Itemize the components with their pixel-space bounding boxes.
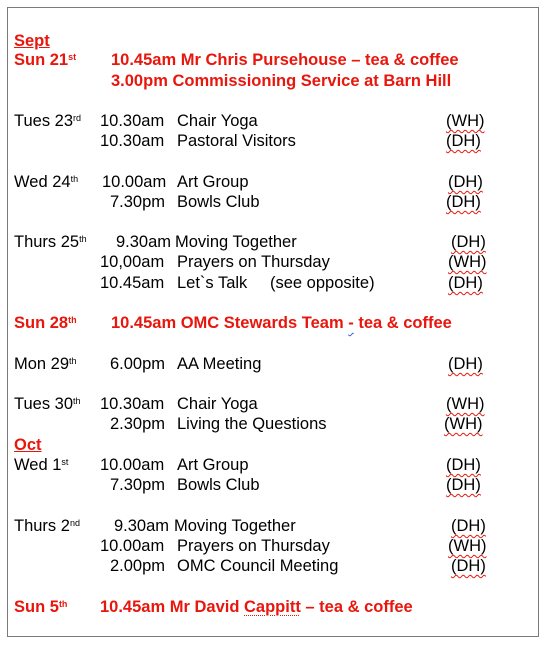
day-thurs-25: Thurs 25th — [14, 233, 87, 251]
wed-24-event-1: Art Group — [177, 173, 249, 191]
month-heading-sept: Sept — [14, 32, 50, 50]
tues-30-time-1: 10.30am — [100, 395, 165, 413]
wed-1-location-1: (DH) — [446, 456, 481, 474]
day-wed-24: Wed 24th — [14, 173, 79, 191]
thurs-2-event-3: OMC Council Meeting — [177, 557, 339, 575]
day-sun-28: Sun 28th — [14, 314, 77, 332]
thurs-2-location-2: (WH) — [448, 537, 487, 555]
sun-21-service-line: 10.45am Mr Chris Pursehouse – tea & coffee — [111, 51, 459, 69]
thurs-2-location-1: (DH) — [451, 517, 486, 535]
wed-24-location-1: (DH) — [448, 173, 483, 191]
thurs-25-time-2: 10,00am — [100, 253, 165, 271]
wed-24-time-2: 7.30pm — [110, 193, 166, 211]
tues-23-time-1: 10.30am — [100, 112, 165, 130]
thurs-25-event-2: Prayers on Thursday — [177, 253, 330, 271]
thurs-2-time-1: 9.30am — [114, 517, 170, 535]
wed-24-location-2: (DH) — [446, 193, 481, 211]
tues-30-event-1: Chair Yoga — [177, 395, 258, 413]
sun-21-commissioning-line: 3.00pm Commissioning Service at Barn Hill — [111, 72, 452, 90]
day-thurs-2: Thurs 2nd — [14, 517, 80, 535]
thurs-25-location-3: (DH) — [448, 274, 483, 292]
thurs-25-event-3: Let`s Talk — [177, 274, 248, 292]
tues-23-event-1: Chair Yoga — [177, 112, 258, 130]
sun-5-service-line: 10.45am Mr David Cappitt – tea & coffee — [100, 598, 413, 616]
day-mon-29: Mon 29th — [14, 355, 77, 373]
day-wed-1: Wed 1st — [14, 456, 69, 474]
wed-1-event-1: Art Group — [177, 456, 249, 474]
tues-23-location-1: (WH) — [446, 112, 485, 130]
month-heading-oct: Oct — [14, 436, 42, 454]
day-tues-23: Tues 23rd — [14, 112, 82, 130]
mon-29-event-1: AA Meeting — [177, 355, 262, 373]
day-tues-30: Tues 30th — [14, 395, 81, 413]
thurs-25-event-1: Moving Together — [175, 233, 297, 251]
thurs-25-location-2: (WH) — [448, 253, 487, 271]
thurs-2-event-2: Prayers on Thursday — [177, 537, 330, 555]
thurs-25-note-3: (see opposite) — [270, 274, 375, 292]
sun-28-service-line: 10.45am OMC Stewards Team - tea & coffee — [111, 314, 452, 332]
wed-1-event-2: Bowls Club — [177, 476, 260, 494]
tues-23-time-2: 10.30am — [100, 132, 165, 150]
wed-1-time-1: 10.00am — [100, 456, 165, 474]
tues-23-event-2: Pastoral Visitors — [177, 132, 296, 150]
tues-30-time-2: 2.30pm — [110, 415, 166, 433]
tues-30-location-2: (WH) — [444, 415, 483, 433]
day-sun-21: Sun 21st — [14, 51, 77, 69]
mon-29-location-1: (DH) — [448, 355, 483, 373]
wed-24-event-2: Bowls Club — [177, 193, 260, 211]
thurs-2-event-1: Moving Together — [174, 517, 296, 535]
wed-1-time-2: 7.30pm — [110, 476, 166, 494]
thurs-25-location-1: (DH) — [451, 233, 486, 251]
tues-23-location-2: (DH) — [446, 132, 481, 150]
thurs-25-time-1: 9.30am — [116, 233, 172, 251]
mon-29-time-1: 6.00pm — [110, 355, 166, 373]
thurs-25-time-3: 10.45am — [100, 274, 165, 292]
thurs-2-time-2: 10.00am — [100, 537, 165, 555]
wed-1-location-2: (DH) — [446, 476, 481, 494]
thurs-2-location-3: (DH) — [451, 557, 486, 575]
tues-30-event-2: Living the Questions — [177, 415, 327, 433]
day-sun-5: Sun 5th — [14, 598, 68, 616]
tues-30-location-1: (WH) — [446, 395, 485, 413]
wed-24-time-1: 10.00am — [102, 173, 167, 191]
thurs-2-time-3: 2.00pm — [110, 557, 166, 575]
